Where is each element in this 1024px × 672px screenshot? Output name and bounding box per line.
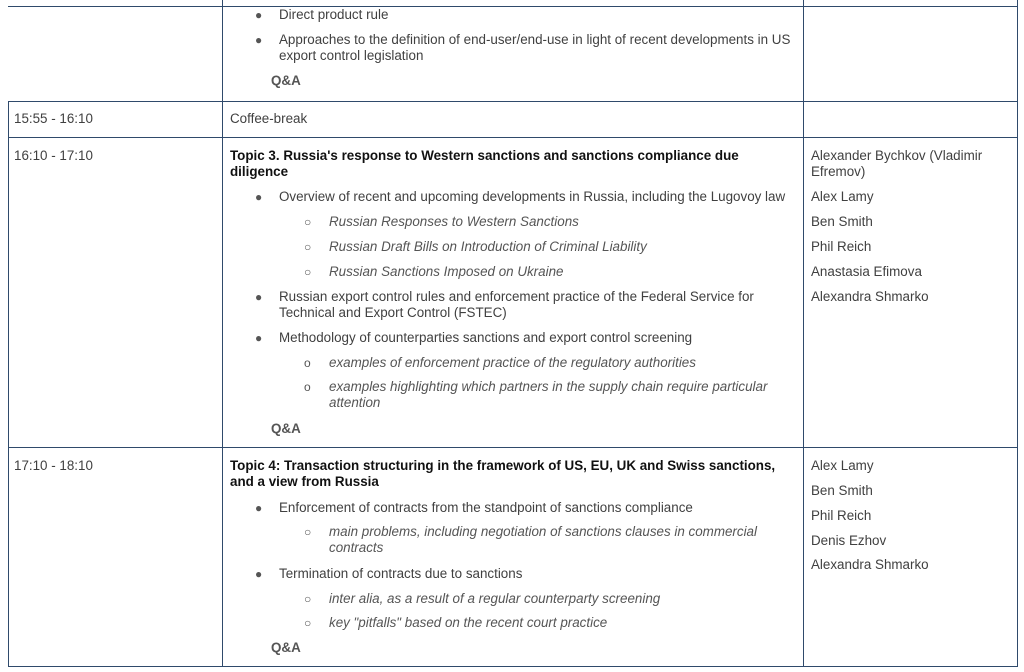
speaker-name: Alex Lamy [811,189,874,204]
session-time: 15:55 - 16:10 [14,111,93,126]
sub-bullet: o [304,380,311,394]
bullet: ● [255,8,263,22]
speaker-name: Ben Smith [811,483,873,498]
agenda-item: Termination of contracts due to sanctions [279,566,523,581]
column-divider-speakers [803,0,804,666]
session-time: 16:10 - 17:10 [14,148,93,163]
column-divider-left [8,101,9,666]
sub-bullet: ○ [304,215,312,229]
bullet: ● [255,33,263,47]
bullet: ● [255,190,263,204]
sub-bullet: ○ [304,265,312,279]
session-title: Coffee-break [230,111,308,126]
agenda-item: Methodology of counterparties sanctions and export control screening [279,330,693,345]
row-divider [8,137,1018,138]
agenda-item: Russian export control rules and enforcement practice of the Federal Service for Technical and Export Control (FSTEC) [279,289,754,320]
agenda-item: Direct product rule [279,7,389,22]
sub-bullet: ○ [304,616,312,630]
qa-label: Q&A [271,421,301,436]
speaker-name: Alexander Bychkov (Vladimir Efremov) [811,148,983,179]
bullet: ● [255,567,263,581]
speaker-name: Alexandra Shmarko [811,289,929,304]
agenda-subitem: key "pitfalls" based on the recent court practice [329,615,608,630]
agenda-item: Enforcement of contracts from the standpoint of sanctions compliance [279,500,693,515]
bullet: ● [255,331,263,345]
sub-bullet: ○ [304,592,312,606]
session-title: Topic 3. Russia's response to Western sanctions and sanctions compliance due diligence [230,148,739,179]
agenda-item: Approaches to the definition of end-user/end-use in light of recent developments in US export control legislation [279,32,791,63]
speaker-name: Phil Reich [811,508,872,523]
sub-bullet: ○ [304,525,312,539]
qa-label: Q&A [271,640,301,655]
agenda-subitem: Russian Draft Bills on Introduction of Criminal Liability [329,239,647,254]
speaker-name: Denis Ezhov [811,533,887,548]
row-divider [8,101,1018,102]
row-divider [8,666,1018,667]
agenda-subitem: examples highlighting which partners in the supply chain require particular attention [329,379,768,410]
sub-bullet: o [304,356,311,370]
agenda-subitem: inter alia, as a result of a regular counterparty screening [329,591,661,606]
row-divider [8,447,1018,448]
agenda-subitem: Russian Responses to Western Sanctions [329,214,579,229]
column-divider-right [1017,0,1018,666]
agenda-subitem: main problems, including negotiation of sanctions clauses in commercial contracts [329,524,757,555]
speaker-name: Ben Smith [811,214,873,229]
session-title: Topic 4: Transaction structuring in the framework of US, EU, UK and Swiss sanctions, and a view from Russia [230,458,776,489]
agenda-subitem: Russian Sanctions Imposed on Ukraine [329,264,564,279]
session-time: 17:10 - 18:10 [14,458,93,473]
column-divider-time [222,0,223,666]
bullet: ● [255,501,263,515]
sub-bullet: ○ [304,240,312,254]
speaker-name: Anastasia Efimova [811,264,922,279]
agenda-item: Overview of recent and upcoming developments in Russia, including the Lugovoy law [279,189,786,204]
speaker-name: Alexandra Shmarko [811,557,929,572]
qa-label: Q&A [271,73,301,88]
speaker-name: Phil Reich [811,239,872,254]
agenda-subitem: examples of enforcement practice of the regulatory authorities [329,355,696,370]
bullet: ● [255,290,263,304]
speaker-name: Alex Lamy [811,458,874,473]
